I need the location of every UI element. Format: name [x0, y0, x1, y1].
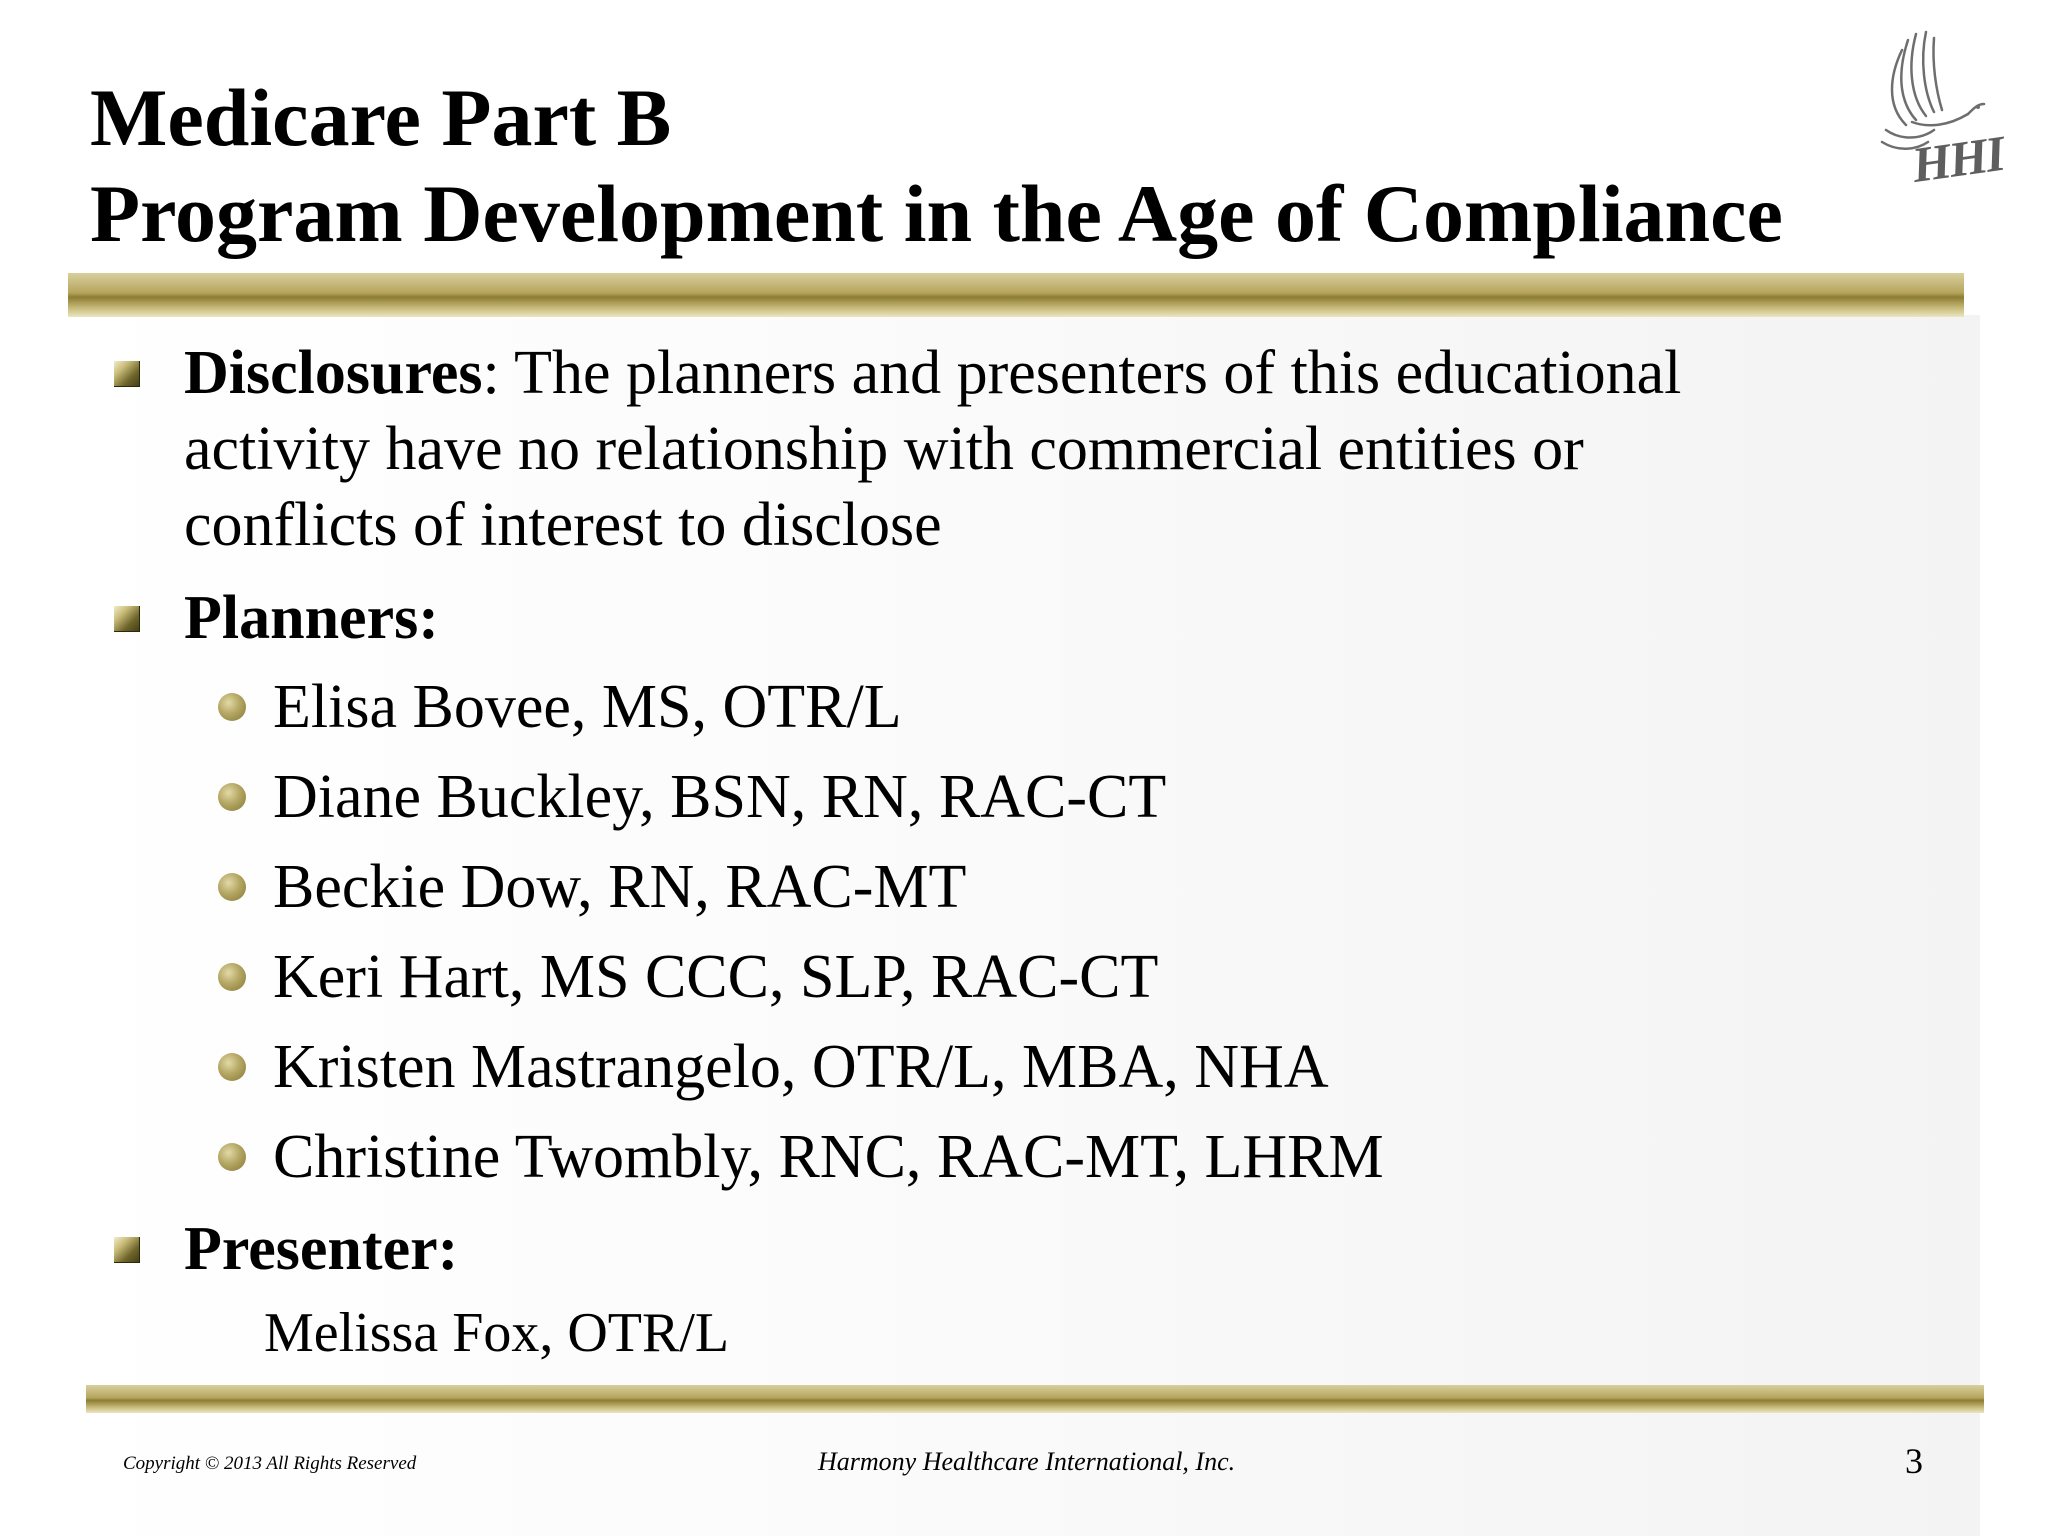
disclosures-separator: : — [482, 339, 500, 407]
planner-item: Beckie Dow, RN, RAC-MT — [273, 853, 967, 921]
title-line-2: Program Development in the Age of Compliance — [90, 168, 1783, 259]
planners-label: Planners: — [184, 584, 439, 652]
disclosures-label: Disclosures — [184, 339, 483, 407]
bottom-divider — [86, 1385, 1984, 1413]
round-bullet-icon — [218, 873, 246, 901]
square-bullet-icon — [114, 606, 140, 632]
round-bullet-icon — [218, 1053, 246, 1081]
page-number: 3 — [1905, 1441, 1923, 1481]
round-bullet-icon — [218, 693, 246, 721]
presenter-name: Melissa Fox, OTR/L — [264, 1302, 730, 1364]
disclosures-item — [184, 335, 1904, 563]
footer-company: Harmony Healthcare International, Inc. — [818, 1447, 1236, 1476]
square-bullet-icon — [114, 361, 140, 387]
planner-item: Keri Hart, MS CCC, SLP, RAC-CT — [273, 943, 1159, 1011]
disclosures-line-1 — [184, 335, 1904, 411]
planner-item: Elisa Bovee, MS, OTR/L — [273, 673, 902, 741]
planner-item: Diane Buckley, BSN, RN, RAC-CT — [273, 763, 1167, 831]
square-bullet-icon — [114, 1237, 140, 1263]
round-bullet-icon — [218, 1143, 246, 1171]
disclosures-line-3: conflicts of interest to disclose — [184, 491, 942, 559]
presenter-label: Presenter: — [184, 1215, 459, 1283]
planner-item: Kristen Mastrangelo, OTR/L, MBA, NHA — [273, 1033, 1329, 1101]
disclosures-line-2: activity have no relationship with commercial entities or — [184, 415, 1584, 483]
planner-item: Christine Twombly, RNC, RAC-MT, LHRM — [273, 1123, 1384, 1191]
round-bullet-icon — [218, 783, 246, 811]
title-line-1: Medicare Part B — [90, 72, 672, 163]
round-bullet-icon — [218, 963, 246, 991]
logo-text: HHI — [1908, 124, 2007, 194]
disclosures-text-1: The planners and presenters of this educational — [499, 339, 1682, 407]
footer-copyright: Copyright © 2013 All Rights Reserved — [123, 1453, 417, 1474]
